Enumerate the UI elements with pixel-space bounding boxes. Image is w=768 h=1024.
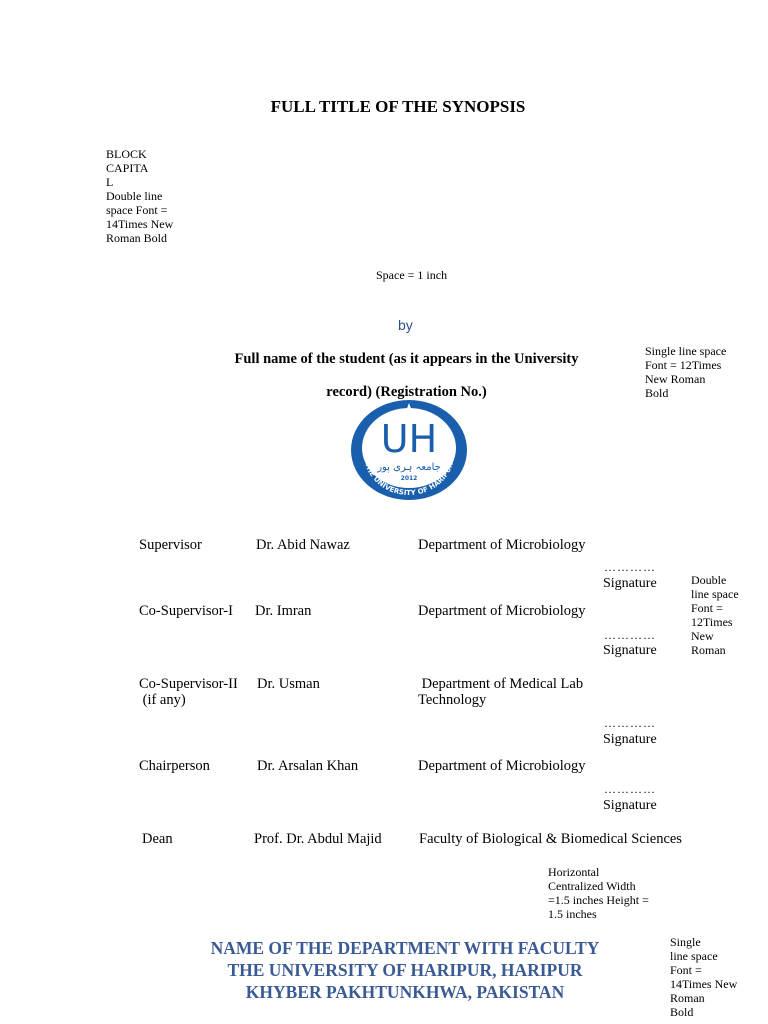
committee-name: Prof. Dr. Abdul Majid (254, 831, 382, 847)
registration-line: record) (Registration No.) (326, 384, 487, 400)
note-line: Horizontal (548, 865, 600, 879)
committee-department: Department of Medical Lab (418, 676, 584, 692)
committee-department: Department of Microbiology (418, 758, 586, 774)
committee-name: Dr. Usman (257, 676, 320, 692)
signature-line: ………… (604, 560, 656, 574)
committee-name: Dr. Arsalan Khan (257, 758, 359, 774)
committee-role: Supervisor (139, 537, 202, 553)
by-label: by (398, 317, 413, 333)
note-line: Double line (106, 189, 163, 203)
note-line: Single (670, 935, 701, 949)
student-name-line: Full name of the student (as it appears in the University (234, 351, 579, 367)
committee-role: Co-Supervisor-I (139, 603, 233, 619)
note-line: 14Times New (106, 217, 174, 231)
signature-label: Signature (603, 732, 657, 747)
format-note-footer (670, 935, 760, 1019)
note-line: L (106, 175, 114, 189)
note-line: 12Times (691, 615, 733, 629)
format-note-title (106, 147, 186, 245)
signature-line: ………… (604, 782, 656, 796)
committee-role: Co-Supervisor-II (139, 676, 238, 692)
note-line: New Roman (645, 372, 706, 386)
note-line: Font = (670, 963, 702, 977)
note-line: Bold (645, 386, 669, 400)
signature-label: Signature (603, 576, 657, 591)
committee-role-note: (if any) (139, 692, 186, 708)
note-line: Roman (670, 991, 705, 1005)
committee-department: Faculty of Biological & Biomedical Sciences (419, 831, 682, 847)
signature-label: Signature (603, 643, 657, 658)
committee-department-cont: Technology (418, 692, 487, 708)
note-line: space Font = (106, 203, 168, 217)
signature-label: Signature (603, 798, 657, 813)
note-line: line space (691, 587, 739, 601)
note-line: line space (670, 949, 718, 963)
note-line: Centralized Width (548, 879, 636, 893)
committee-department: Department of Microbiology (418, 603, 586, 619)
committee-name: Dr. Imran (255, 603, 312, 619)
signature-line: ………… (604, 716, 656, 730)
note-line: 14Times New (670, 977, 738, 991)
committee-name: Dr. Abid Nawaz (256, 537, 350, 553)
note-line: Font = 12Times (645, 358, 722, 372)
note-line: BLOCK (106, 147, 147, 161)
department-faculty-line: NAME OF THE DEPARTMENT WITH FACULTY (210, 938, 600, 958)
note-line: Roman (691, 643, 726, 657)
note-line: Bold (670, 1005, 694, 1019)
committee-role: Chairperson (139, 758, 210, 774)
format-note-student (645, 344, 745, 400)
note-line: Single line space (645, 344, 727, 358)
logo-ring-text-path: THE UNIVERSITY OF HARIPUR (363, 461, 455, 498)
space-note: Space = 1 inch (376, 268, 448, 282)
format-note-logo (548, 865, 668, 921)
committee-department: Department of Microbiology (418, 537, 586, 553)
logo-year: 2012 (400, 475, 418, 482)
note-line: CAPITA (106, 161, 149, 175)
format-note-committee (691, 573, 751, 657)
note-line: Font = (691, 601, 723, 615)
committee-role: Dean (142, 831, 173, 847)
logo-urdu-text: جامعہ ہری پور (377, 462, 441, 473)
university-logo (350, 400, 468, 501)
note-line: =1.5 inches Height = (548, 893, 649, 907)
logo-monogram: UH (380, 417, 438, 461)
signature-line: ………… (604, 628, 656, 642)
note-line: Roman Bold (106, 231, 168, 245)
note-line: Double (691, 573, 727, 587)
university-line: THE UNIVERSITY OF HARIPUR, HARIPUR (227, 960, 583, 980)
province-country-line: KHYBER PAKHTUNKHWA, PAKISTAN (245, 982, 565, 1002)
note-line: New (691, 629, 714, 643)
note-line: 1.5 inches (548, 907, 597, 921)
synopsis-title: FULL TITLE OF THE SYNOPSIS (270, 97, 526, 116)
